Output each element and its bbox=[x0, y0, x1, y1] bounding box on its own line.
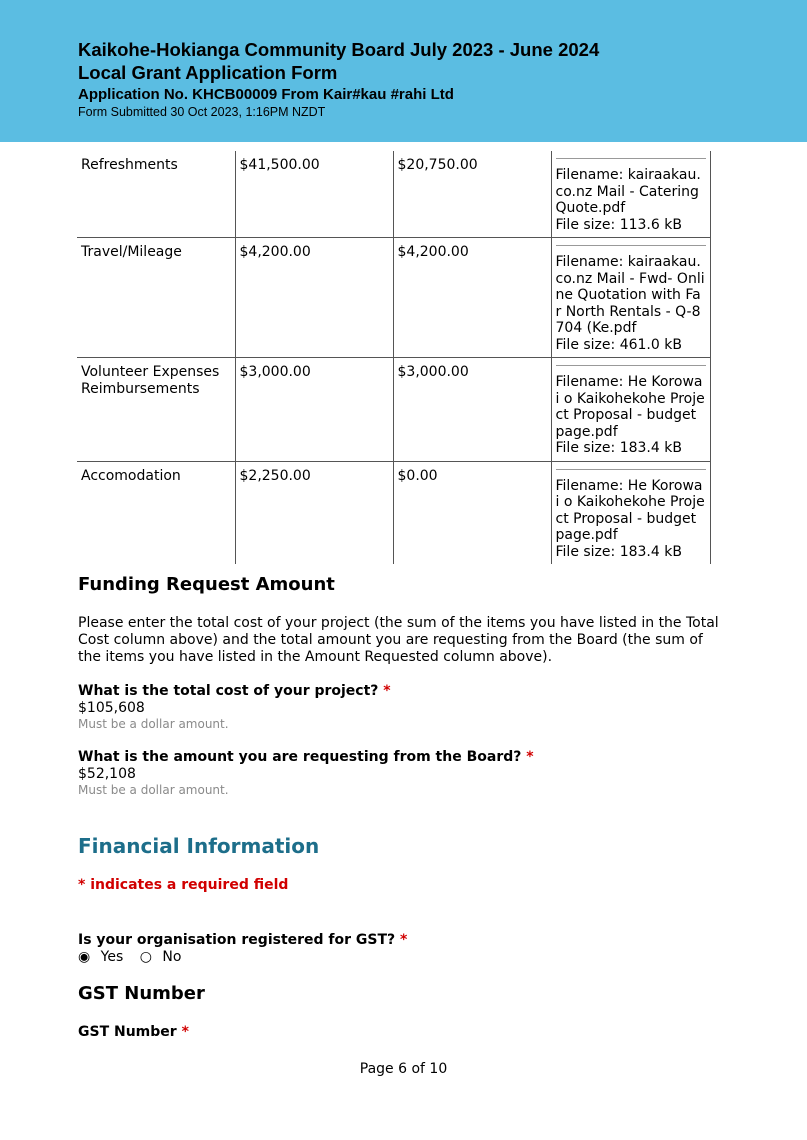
radio-selected-icon: ◉ bbox=[78, 949, 91, 965]
attachment-filename[interactable]: Filename: kairaakau. co.nz Mail - Catering Quote.pdf bbox=[555, 167, 701, 216]
amount-requested-cell: $0.00 bbox=[393, 461, 551, 564]
funding-heading: Funding Request Amount bbox=[78, 574, 335, 595]
gst-radio-group bbox=[78, 949, 728, 966]
total-cost-value: $105,608 bbox=[78, 700, 145, 716]
attachment-info bbox=[556, 365, 706, 457]
total-cost-cell: $4,200.00 bbox=[235, 238, 393, 358]
dollar-hint: Must be a dollar amount. bbox=[78, 783, 229, 797]
attachment-filename[interactable]: Filename: kairaakau. co.nz Mail - Fwd- Online Quotation with Far North Rentals - Q-8704 (Ke.pdf bbox=[555, 254, 705, 336]
table-row bbox=[77, 461, 710, 564]
radio-yes-label: Yes bbox=[100, 949, 124, 965]
form-title: Local Grant Application Form bbox=[78, 62, 338, 83]
amount-requested-cell: $20,750.00 bbox=[393, 151, 551, 238]
page-number: Page 6 of 10 bbox=[359, 1061, 448, 1077]
table-row bbox=[77, 151, 710, 238]
budget-table bbox=[77, 151, 711, 564]
table-row bbox=[77, 358, 710, 462]
radio-no[interactable] bbox=[140, 949, 188, 965]
radio-no-label: No bbox=[162, 949, 182, 965]
attachment-cell bbox=[551, 238, 710, 358]
required-field-note: * indicates a required field bbox=[78, 877, 289, 893]
question-text: Is your organisation registered for GST? bbox=[78, 932, 396, 948]
question-text: What is the total cost of your project? bbox=[78, 683, 379, 699]
table-row bbox=[77, 238, 710, 358]
form-header bbox=[0, 0, 807, 142]
attachment-cell bbox=[551, 151, 710, 238]
board-title: Kaikohe-Hokianga Community Board July 2023 - June 2024 bbox=[78, 39, 600, 60]
required-marker: * bbox=[526, 749, 534, 765]
attachment-filesize: File size: 113.6 kB bbox=[555, 216, 682, 233]
attachment-filename[interactable]: Filename: He Korowai o Kaikohekohe Project Proposal - budget page.pdf bbox=[555, 477, 705, 543]
total-cost-cell: $41,500.00 bbox=[235, 151, 393, 238]
attachment-info bbox=[556, 158, 706, 233]
attachment-info bbox=[556, 245, 706, 353]
total-cost-cell: $3,000.00 bbox=[235, 358, 393, 462]
question-label bbox=[78, 932, 728, 949]
required-marker: * bbox=[383, 683, 391, 699]
total-cost-cell: $2,250.00 bbox=[235, 461, 393, 564]
financial-heading: Financial Information bbox=[78, 834, 320, 858]
question-text: GST Number bbox=[78, 1024, 177, 1040]
application-number: Application No. KHCB00009 From Kair#kau #rahi Ltd bbox=[78, 86, 454, 103]
submitted-timestamp: Form Submitted 30 Oct 2023, 1:16PM NZDT bbox=[78, 105, 326, 119]
attachment-filesize: File size: 183.4 kB bbox=[555, 440, 682, 456]
item-cell: Refreshments bbox=[81, 157, 178, 173]
required-marker: * bbox=[400, 932, 408, 948]
required-marker: * bbox=[181, 1024, 189, 1040]
amount-requested-cell: $3,000.00 bbox=[393, 358, 551, 462]
radio-unselected-icon: ○ bbox=[139, 949, 152, 965]
amount-requested-value: $52,108 bbox=[78, 766, 136, 782]
funding-intro: Please enter the total cost of your project (the sum of the items you have listed in the Total Cost column above) and the total amount you are requesting from the Board (the sum of the items you have listed in the Amount Requested column above). bbox=[78, 615, 719, 665]
radio-yes[interactable] bbox=[78, 949, 129, 965]
question-label bbox=[78, 683, 728, 700]
attachment-filesize: File size: 461.0 kB bbox=[555, 336, 682, 353]
dollar-hint: Must be a dollar amount. bbox=[78, 717, 229, 731]
amount-requested-question bbox=[78, 749, 728, 798]
total-cost-question bbox=[78, 683, 728, 732]
gst-question bbox=[78, 932, 728, 966]
question-label bbox=[78, 749, 728, 766]
item-cell: Volunteer Expenses Reimbursements bbox=[77, 358, 235, 462]
amount-requested-cell: $4,200.00 bbox=[393, 238, 551, 358]
item-cell: Accomodation bbox=[77, 461, 235, 564]
question-text: What is the amount you are requesting from the Board? bbox=[78, 749, 522, 765]
attachment-info bbox=[556, 469, 706, 561]
attachment-filesize: File size: 183.4 kB bbox=[555, 543, 682, 560]
item-cell: Travel/Mileage bbox=[77, 238, 235, 358]
attachment-filename[interactable]: Filename: He Korowai o Kaikohekohe Project Proposal - budget page.pdf bbox=[555, 374, 705, 440]
attachment-cell bbox=[551, 358, 710, 462]
gst-number-heading: GST Number bbox=[78, 983, 205, 1004]
gst-number-label bbox=[78, 1024, 728, 1041]
attachment-cell bbox=[551, 461, 710, 564]
